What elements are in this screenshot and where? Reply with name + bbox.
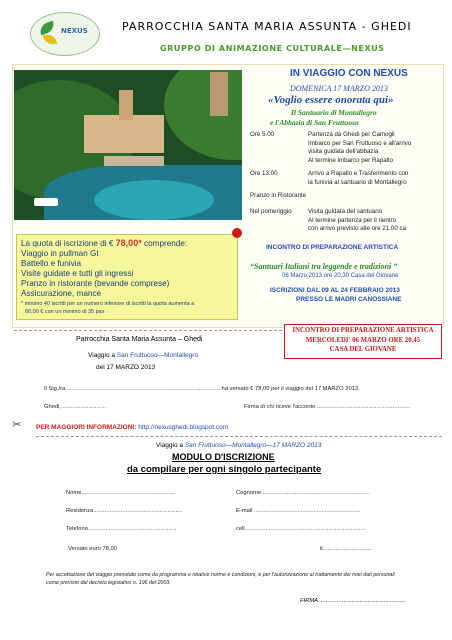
receipt-date: del 17 MARZO 2013 [96,364,156,371]
residence-field[interactable]: Residenza....................................................... [66,508,182,514]
form-destination: San Fruttuoso—Montallegro—17 MARZO 2013 [184,442,322,449]
schedule-row [250,170,440,188]
price-item: Pranzo in ristorante (bevande comprese) [21,279,170,288]
receipt-signature[interactable]: Firma di chi riceve l'acconto .......................................................... [244,404,411,410]
signature-field[interactable]: FIRMA ...................................................... [300,598,407,604]
price-item: Battello e funivia [21,259,82,268]
page-subtitle: GRUPPO DI ANIMAZIONE CULTURALE—NEXUS [160,44,385,53]
pushpin-icon [232,228,242,238]
form-trip: Viaggio a San Fruttuoso—Montallegro—17 MARZO 2013 [156,442,322,449]
phone-field[interactable]: Telefono....................................................... [66,526,177,532]
schedule-time: Ore 5.00 [250,131,275,138]
schedule-desc: Al termine imbarco per Rapallo [308,156,393,164]
price-note: * minimo 40 iscritti per un numero inferiore di iscritti la quota aumenta a [21,301,195,307]
price-note: 60,00 € con un minimo di 35 pax [25,309,105,315]
receipt-org: Parrocchia Santa Maria Assunta – Ghedi [76,336,203,343]
schedule-time: Pranzo in Ristorante [250,192,307,199]
email-field[interactable]: E-mail .................................................................. [236,508,361,514]
receipt-place-date[interactable]: Ghedi, ........................... [44,404,107,410]
trip-title: IN VIAGGIO CON NEXUS [290,68,408,79]
receipt-line[interactable]: Il Sig./ra ............................................................................................... ha versato € 78,00 per il viaggio del 17 MARZO 2013. [44,386,360,392]
notice-line: MERCOLEDI' 06 MARZO ORE 20.45 [305,336,421,344]
form-title: MODULO D'ISCRIZIONE [172,452,275,462]
nexus-logo-icon [30,12,100,56]
trip-date: DOMENICA 17 MARZO 2013 [290,84,388,93]
mobile-field[interactable]: cell........................................................................... [236,526,366,532]
meeting-quote: “Santuari Italiani tra leggende e tradizioni ” [250,262,398,271]
notice-line: INCONTRO DI PREPARAZIONE ARTISTICA [292,327,434,334]
scissors-icon: ✂ [12,419,22,431]
schedule-desc: Arrivo a Rapallo e Trasferimento con [308,170,409,177]
form-subtitle: da compilare per ogni singolo partecipante [127,464,322,475]
schedule-desc: con arrivo previsto alle ore 21.00 ca [308,225,407,232]
schedule-desc: Partenza da Ghedi per Camogli [308,131,395,138]
cut-line [36,436,442,437]
price-item: Assicurazione, mance [21,289,102,298]
enrollment-place: PRESSO LE MADRI CANOSSIANE [296,296,402,303]
schedule-row [250,208,440,235]
trip-quote: «Voglio essere onorata qui» [268,94,394,106]
schedule-row [250,131,440,167]
trip-subtitle-1: Il Santuario di Montallegro [291,108,377,117]
schedule-desc: visita guidata dell'abbazia [308,148,379,155]
name-field[interactable]: Nome.......................................................... [66,490,175,496]
page-title: PARROCCHIA SANTA MARIA ASSUNTA - GHEDI [122,20,412,33]
schedule-desc: la funivia al santuario di Montallegro [308,178,407,186]
price-box [16,234,238,320]
schedule-time: Nel pomeriggio [250,208,292,215]
schedule-desc: Al termine partenza per il rientro [308,216,397,224]
paid-amount: Versato euro 78,00 [68,546,117,552]
info-url-link[interactable]: http://nexusghedi.blogspot.com [138,424,229,431]
schedule-row [250,192,440,201]
paid-date-field[interactable]: il............................... [320,546,373,552]
meeting-title: INCONTRO DI PREPARAZIONE ARTISTICA [266,244,399,251]
logo-text: NEXUS [61,27,88,35]
info-line: PER MAGGIORI INFORMAZIONI: http://nexusghedi.blogspot.com [36,424,229,431]
meeting-notice-box [284,324,442,359]
receipt-destination: San Fruttuoso—Montallegro [116,352,199,359]
price-item: Visite guidate e tutti gli ingressi [21,269,134,278]
consent-text: Per accettazione del viaggio prenotato come da programma e relative norme e condizioni, e per l'autorizzazione al trattamento dei miei dati personali come previsto dal decreto legislativo n. 196 del 2003. [46,572,395,586]
schedule-time: Ore 13.00 [250,170,278,177]
abbey-photo [14,70,242,220]
meeting-date: 06 Marzo 2013 ore 20.30 Casa del Giovane [282,273,399,279]
schedule-desc: Visita guidata del santuario [308,208,383,215]
price-line: La quota di iscrizione di € 78,00* comprende: [21,238,188,248]
surname-field[interactable]: Cognome................................................................... [236,490,370,496]
price-value: 78,00* [115,238,142,248]
notice-line: CASA DEL GIOVANE [329,346,397,353]
receipt-trip: Viaggio a San Fruttuoso—Montallegro [88,352,199,359]
enrollment-dates: ISCRIZIONI DAL 09 AL 24 FEBBRAIO 2013 [270,287,400,294]
schedule-desc: Imbarco per San Fruttuoso e all'arrivo [308,139,412,147]
price-item: Viaggio in pullman Gt [21,249,99,258]
trip-subtitle-2: e l'Abbazia di San Fruttuoso [270,118,359,127]
